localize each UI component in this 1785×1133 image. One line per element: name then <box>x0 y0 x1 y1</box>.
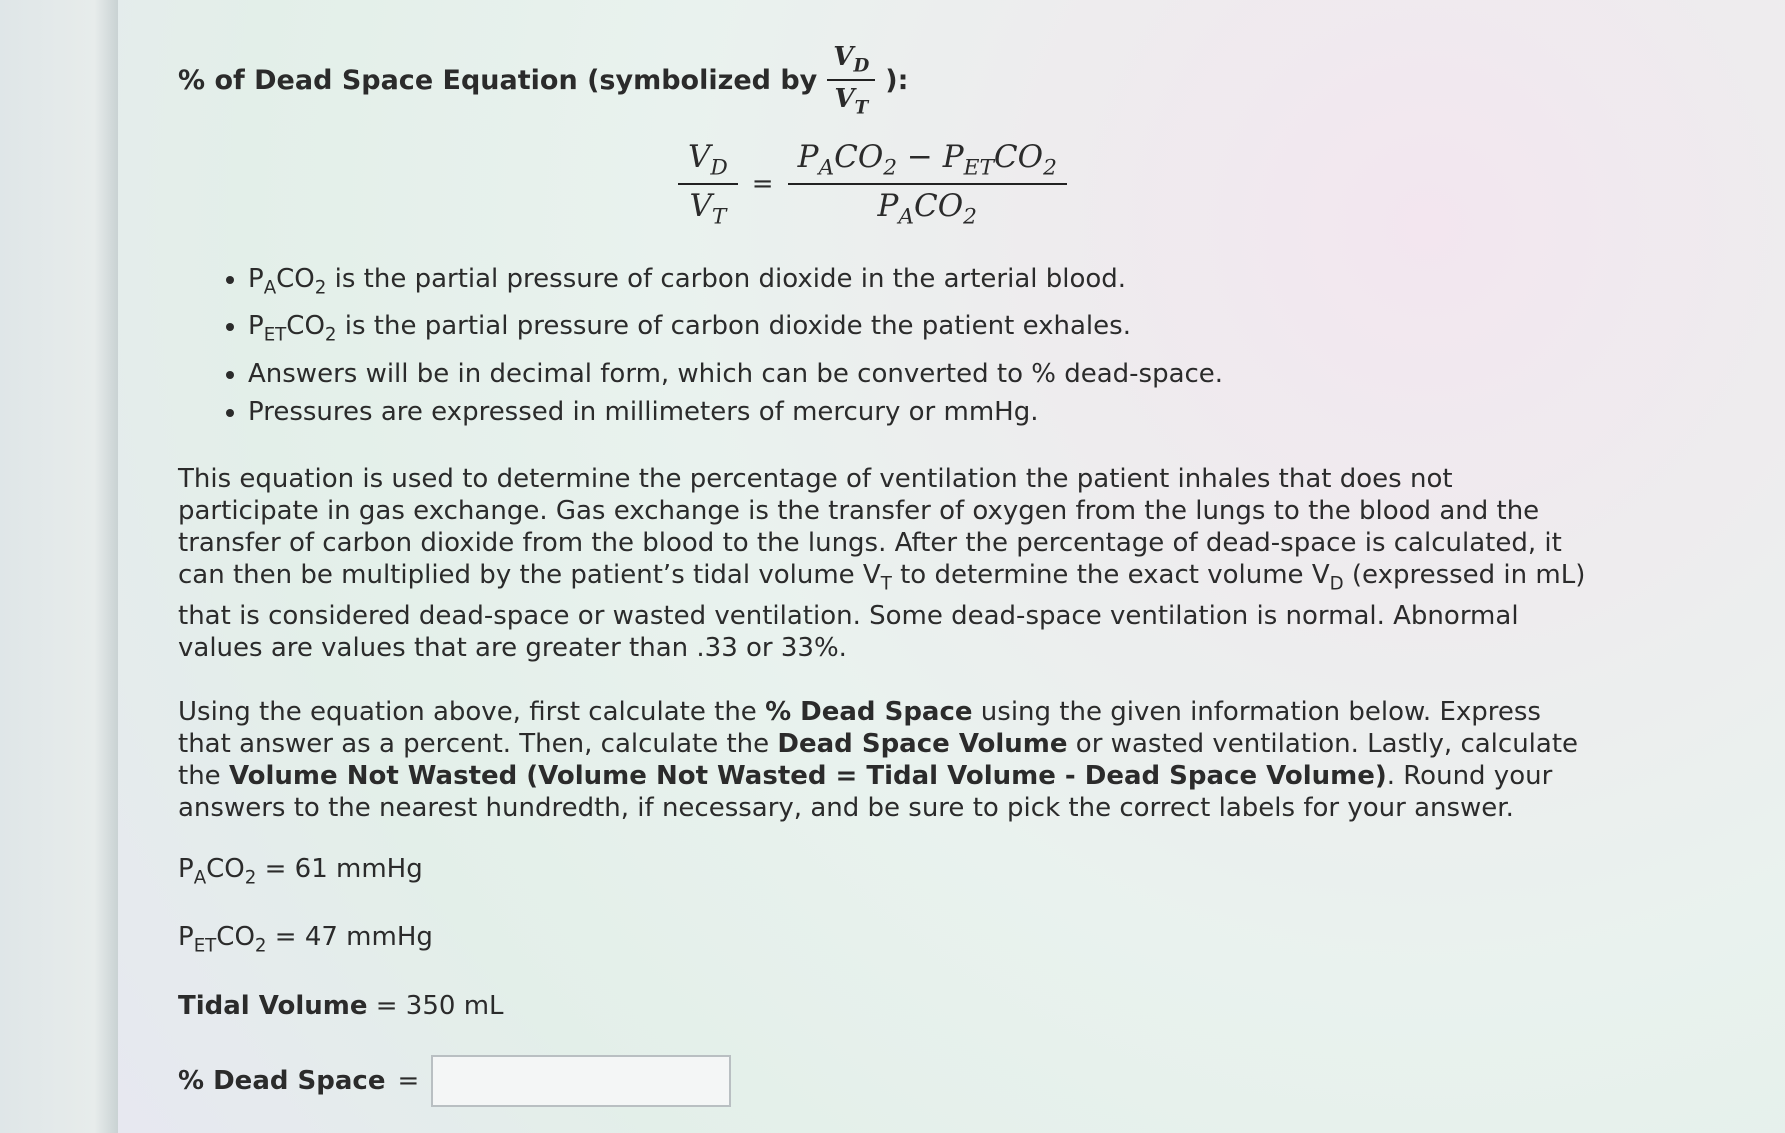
dead-space-answer-row <box>178 1055 1598 1107</box>
question-content <box>178 42 1598 1107</box>
given-paco2: $P_ACO_2 = 61$ mmHg <box>178 853 423 889</box>
list-item: • $P_ACO_2$ is the partial pressure of carbon dioxide in the arterial blood. <box>248 260 1598 307</box>
instructions-paragraph: Using the equation above, first calculate the % Dead Space using the given information below. Express that answer as a percent. Then, calculate the Dead Space Volume or wasted ventilation. Lastly, calculate the Volume Not Wasted (Volume Not Wasted = Tidal Volume - Dead Space Volume). Round your answers to the nearest hundredth, if necessary, and be sure to pick the correct labels for your answer. <box>178 696 1579 823</box>
definitions-list <box>178 260 1598 431</box>
dead-space-label: % Dead Space <box>178 1065 386 1096</box>
list-item: • Pressures are expressed in millimeters of mercury or mmHg. <box>248 393 1598 431</box>
equation-lhs: $\frac{V_D}{V_T}$ <box>678 139 738 230</box>
explanation-paragraph: This equation is used to determine the percentage of ventilation the patient inhales that does not participate in gas exchange. Gas exchange is the transfer of oxygen from the lungs to the blood and the transfer of carbon dioxide from the blood to the lungs. After the percentage of dead-space is calculated, it can then be multiplied by the patient’s tidal volume $V_T$ to determine the exact volume $V_D$ (expressed in mL) that is considered dead-space or wasted ventilation. Some dead-space ventilation is normal. Abnormal values are values that are greater than .33 or 33%. <box>178 463 1586 663</box>
equation-rhs: $\frac{P_ACO_2 - P_{ET}CO_2}{P_ACO_2}$ <box>788 139 1067 230</box>
question-panel <box>118 0 1785 1133</box>
list-item: • $P_{ET}CO_2$ is the partial pressure of carbon dioxide the patient exhales. <box>248 307 1598 354</box>
equals-sign: = <box>397 1065 420 1096</box>
left-sidebar <box>0 0 118 1133</box>
list-item: • Answers will be in decimal form, which can be converted to % dead-space. <box>248 355 1598 393</box>
equation-heading <box>178 42 1598 119</box>
heading-suffix: ): <box>885 64 909 96</box>
heading-text: % of Dead Space Equation (symbolized by <box>178 64 818 96</box>
given-values <box>178 854 1598 1021</box>
dead-space-equation <box>678 139 1598 230</box>
given-petco2: $P_{ET}CO_2 = 47$ mmHg <box>178 922 433 957</box>
given-tidal-volume: Tidal Volume = 350 mL <box>178 990 504 1021</box>
equals-sign: = <box>751 169 774 200</box>
heading-fraction: $\frac{V_D}{V_T}$ <box>827 42 875 119</box>
dead-space-input[interactable] <box>431 1055 731 1107</box>
